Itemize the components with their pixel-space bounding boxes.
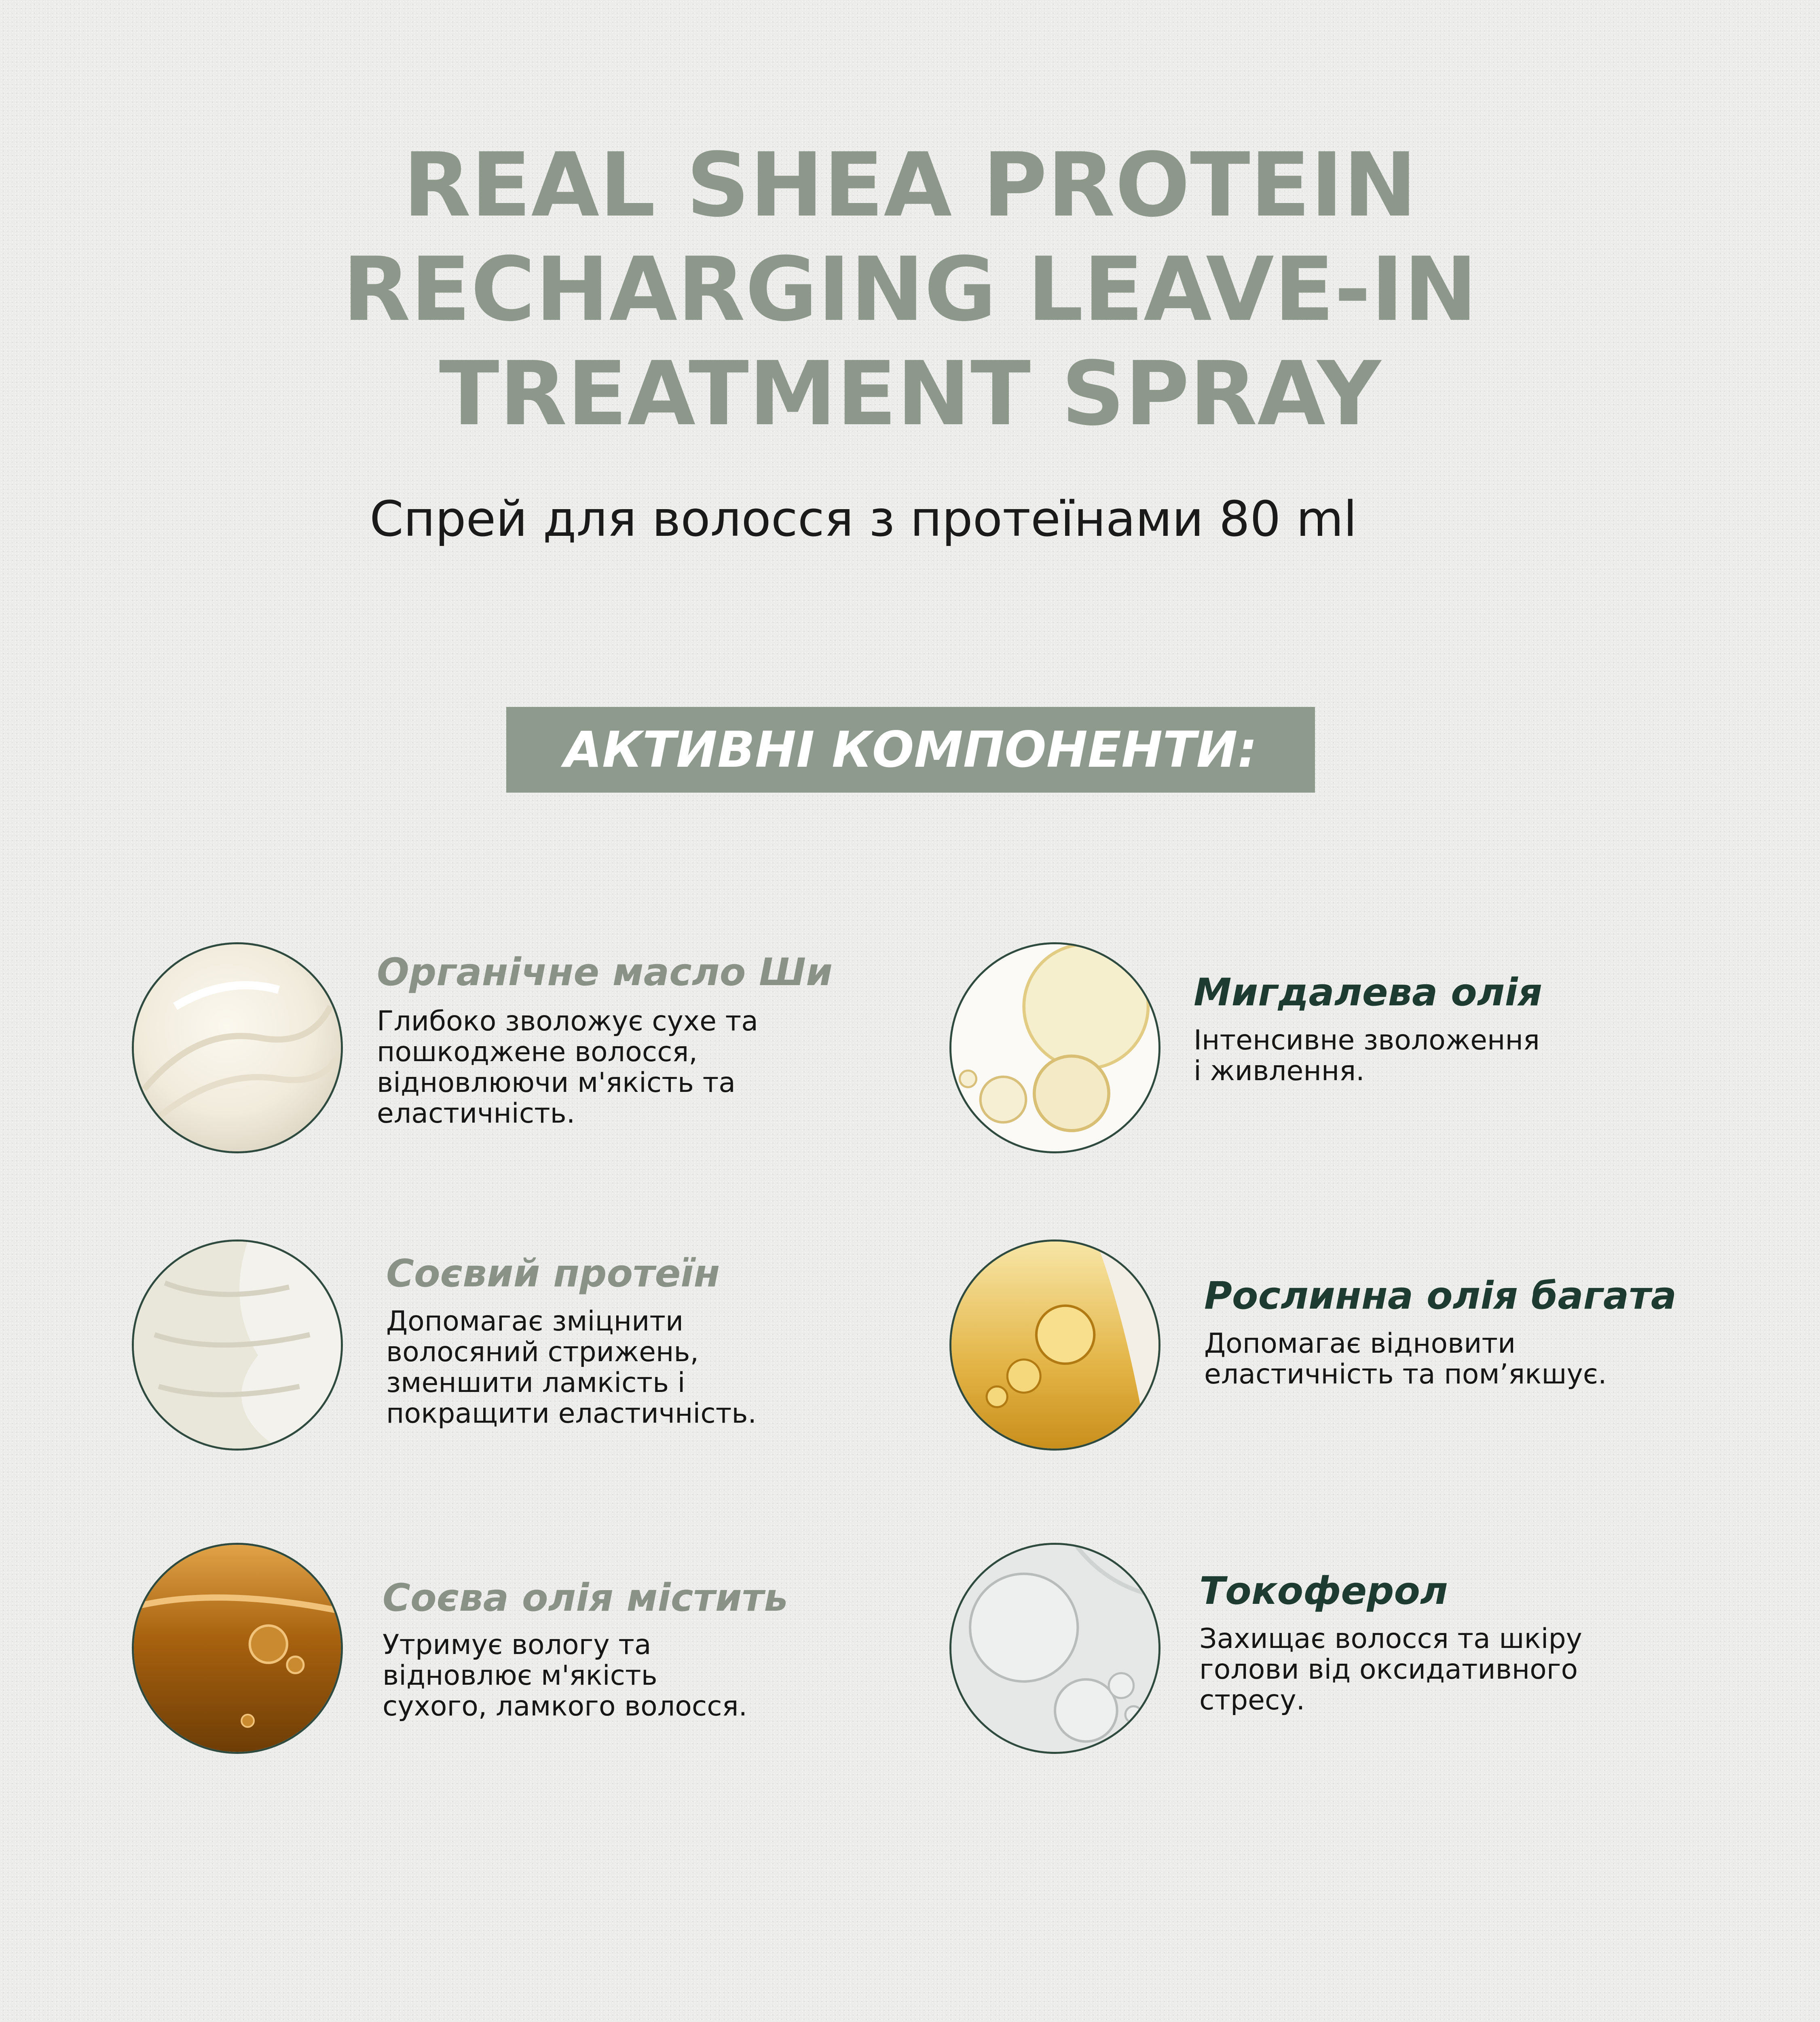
shea-butter-cream-icon bbox=[132, 942, 343, 1153]
ingredient-desc-plant-oil: Допомагає відновити еластичність та пом’якшує. bbox=[1204, 1328, 1607, 1390]
ingredient-desc-tocopherol: Захищає волосся та шкіру голови від оксидативного стресу. bbox=[1199, 1623, 1582, 1716]
ingredient-name-plant-oil: Рослинна олія багата bbox=[1204, 1274, 1677, 1318]
product-title-line-2: RECHARGING LEAVE-IN bbox=[342, 239, 1478, 341]
ingredient-name-soy-oil: Соєва олія містить bbox=[383, 1576, 788, 1620]
protein-powder-icon bbox=[132, 1239, 343, 1451]
ingredient-desc-soy-protein: Допомагає зміцнити волосяний стрижень, зменшити ламкість і покращити еластичність. bbox=[386, 1305, 757, 1430]
ingredient-name-almond: Мигдалева олія bbox=[1194, 971, 1543, 1015]
ingredient-name-tocopherol: Токоферол bbox=[1199, 1569, 1448, 1613]
ingredient-desc-almond: Інтенсивне зволоження і живлення. bbox=[1194, 1024, 1540, 1087]
active-components-banner bbox=[506, 707, 1315, 793]
product-title bbox=[0, 133, 1820, 446]
plant-oil-drops-icon bbox=[949, 1239, 1160, 1451]
tocopherol-bubbles-icon bbox=[949, 1543, 1160, 1754]
ingredient-desc-soy-oil: Утримує вологу та відновлює м'якість сухого, ламкого волосся. bbox=[383, 1629, 748, 1722]
ingredient-desc-shea: Глибоко зволожує сухе та пошкоджене волосся, відновлюючи м'якість та еластичність. bbox=[377, 1005, 758, 1129]
product-title-line-1: REAL SHEA PROTEIN bbox=[403, 134, 1417, 237]
ingredient-name-shea: Органічне масло Ши bbox=[377, 950, 833, 994]
soy-oil-icon bbox=[132, 1543, 343, 1754]
ingredient-name-soy-protein: Соєвий протеїн bbox=[386, 1252, 720, 1296]
product-title-line-3: TREATMENT SPRAY bbox=[439, 343, 1381, 445]
almond-oil-bubbles-icon bbox=[949, 942, 1160, 1153]
active-components-label: АКТИВНІ КОМПОНЕНТИ: bbox=[564, 721, 1258, 778]
product-subtitle: Спрей для волосся з протеїнами 80 ml bbox=[370, 491, 1357, 548]
